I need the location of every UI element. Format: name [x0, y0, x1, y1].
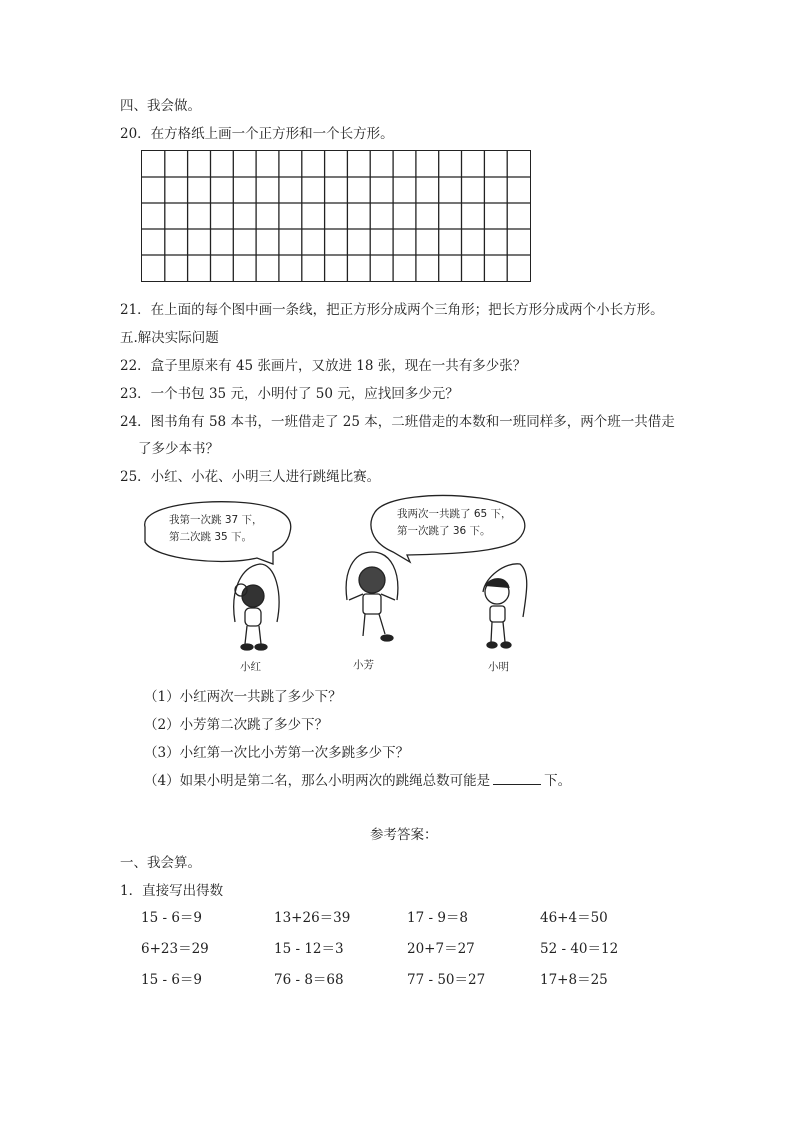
answer-cell: 6+23＝29	[141, 941, 209, 957]
bubble-left-line-1: 我第一次跳 37 下，	[169, 514, 263, 526]
answer-cell: 17+8＝25	[540, 972, 608, 988]
answer-cell: 15 - 6＝9	[141, 972, 203, 988]
answer-row	[141, 937, 673, 957]
question-20: 20．在方格纸上画一个正方形和一个长方形。	[120, 126, 394, 142]
answer-row	[141, 968, 673, 988]
answer-cell: 15 - 12＝3	[274, 941, 344, 957]
answer-key-title: 参考答案：	[370, 827, 438, 843]
sub-question-3: （3）小红第一次比小芳第一次多跳多少下？	[144, 745, 410, 761]
bubble-left-line-2: 第二次跳 35 下。	[169, 531, 253, 543]
section-5-heading: 五.解决实际问题	[120, 330, 219, 346]
xiaofang-figure	[346, 552, 398, 641]
caption-xiaohong: 小红	[240, 661, 261, 673]
sub-question-4	[144, 769, 571, 789]
answer-section-1-heading: 一、我会算。	[120, 855, 201, 871]
question-25: 25．小红、小花、小明三人进行跳绳比赛。	[120, 469, 381, 485]
xiaohong-figure	[234, 564, 279, 650]
answer-cell: 13+26＝39	[274, 910, 351, 926]
answer-cell: 76 - 8＝68	[274, 972, 344, 988]
sub-question-4-unit: 下。	[544, 773, 572, 789]
section-4-heading: 四、我会做。	[120, 98, 201, 114]
caption-xiaofang: 小芳	[353, 659, 374, 671]
question-24-line-1: 24．图书角有 58 本书，一班借走了 25 本，二班借走的本数和一班同样多，两个班一共借走	[120, 414, 675, 430]
question-23: 23．一个书包 35 元，小明付了 50 元，应找回多少元？	[120, 386, 459, 402]
jump-rope-illustration	[135, 492, 575, 677]
sub-question-1: （1）小红两次一共跳了多少下？	[144, 689, 342, 705]
grid-paper[interactable]	[141, 150, 531, 282]
sub-question-2: （2）小芳第二次跳了多少下？	[144, 717, 329, 733]
answer-cell: 20+7＝27	[407, 941, 475, 957]
xiaoming-figure	[483, 564, 527, 648]
answer-cell: 77 - 50＝27	[407, 972, 486, 988]
grid-lines	[142, 151, 530, 281]
bubble-right-line-1: 我两次一共跳了 65 下，	[397, 508, 512, 520]
bubble-right-line-2: 第一次跳了 36 下。	[397, 525, 491, 537]
question-24-line-2: 了多少本书？	[138, 441, 219, 457]
answer-cell: 15 - 6＝9	[141, 910, 203, 926]
sub-question-4-text: （4）如果小明是第二名，那么小明两次的跳绳总数可能是	[144, 773, 491, 789]
answer-cell: 17 - 9＝8	[407, 910, 469, 926]
answer-cell: 52 - 40＝12	[540, 941, 619, 957]
question-22: 22．盒子里原来有 45 张画片，又放进 18 张，现在一共有多少张？	[120, 358, 527, 374]
answer-blank[interactable]	[493, 772, 541, 785]
caption-xiaoming: 小明	[488, 661, 509, 673]
answer-cell: 46+4＝50	[540, 910, 608, 926]
answer-question-1: 1．直接写出得数	[120, 883, 224, 899]
answer-row	[141, 906, 673, 926]
question-21: 21．在上面的每个图中画一条线，把正方形分成两个三角形；把长方形分成两个小长方形。	[120, 302, 664, 318]
